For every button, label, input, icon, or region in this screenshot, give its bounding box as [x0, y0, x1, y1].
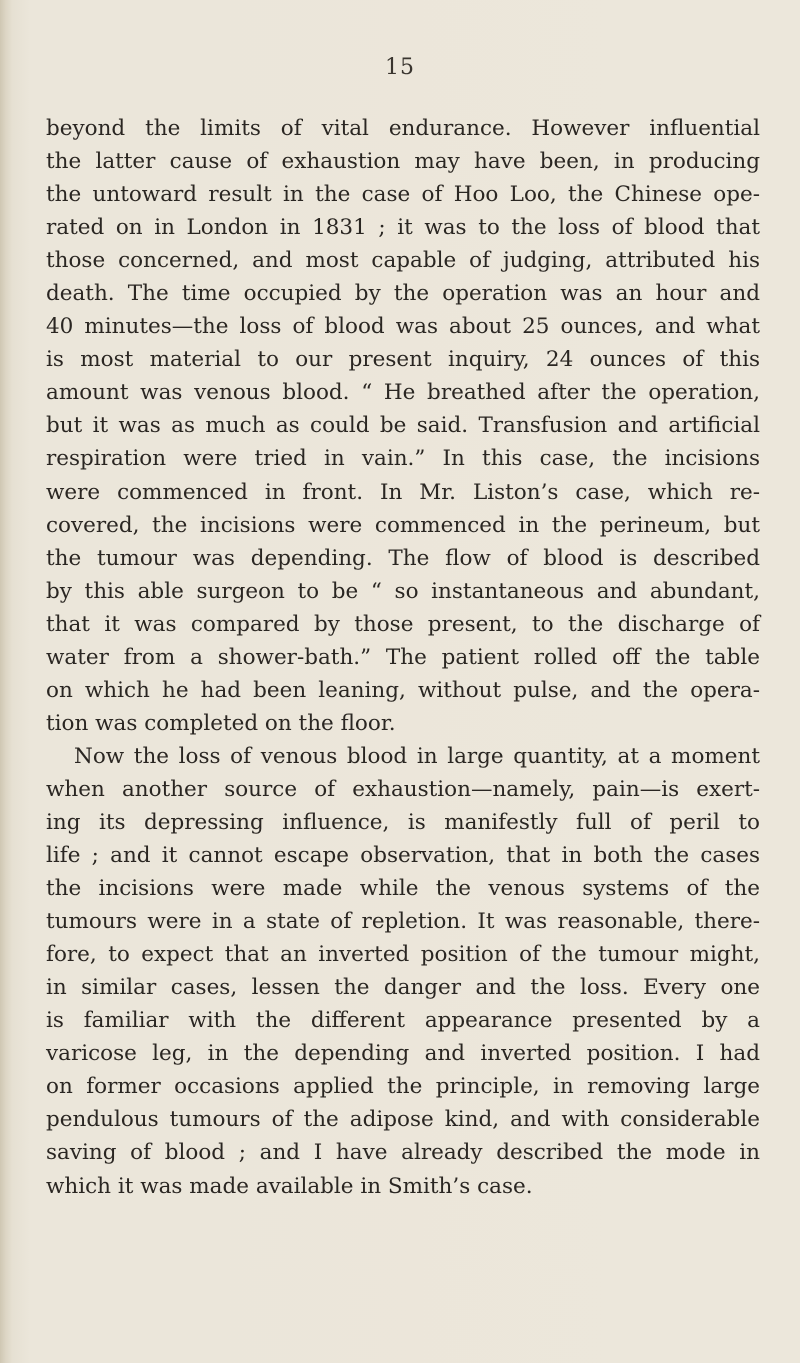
text-line: ing its depressing influence, is manifestly full of peril to: [46, 809, 760, 835]
text-line: tumours were in a state of repletion. It was reasonable, there-: [46, 909, 760, 935]
text-line: were commenced in front. In Mr. Liston’s case, which re-: [46, 479, 760, 505]
text-line: the incisions were made while the venous systems of the: [46, 876, 760, 902]
text-line: rated on in London in 1831 ; it was to the loss of blood that: [46, 215, 760, 241]
page-number: 15: [385, 55, 415, 80]
text-line: on which he had been leaning, without pulse, and the opera-: [46, 677, 760, 703]
text-line: water from a shower-bath.” The patient rolled off the table: [46, 644, 760, 670]
text-line: varicose leg, in the depending and inverted position. I had: [46, 1041, 760, 1067]
text-line: but it was as much as could be said. Transfusion and artificial: [46, 413, 760, 439]
text-line: is familiar with the different appearance presented by a: [46, 1008, 760, 1034]
text-line: that it was compared by those present, to the discharge of: [46, 611, 760, 637]
text-line: is most material to our present inquiry, 24 ounces of this: [46, 347, 760, 373]
text-line: beyond the limits of vital endurance. However influential: [46, 116, 760, 141]
text-line: fore, to expect that an inverted position of the tumour might,: [46, 942, 760, 968]
text-line: saving of blood ; and I have already described the mode in: [46, 1140, 760, 1166]
text-line-paragraph-end: which it was made available in Smith’s case.: [46, 1173, 533, 1199]
text-line-paragraph-start: Now the loss of venous blood in large quantity, at a moment: [74, 743, 760, 769]
text-line: in similar cases, lessen the danger and the loss. Every one: [46, 975, 760, 1001]
text-line-paragraph-end: tion was completed on the floor.: [46, 710, 396, 736]
page-binding-edge: [0, 0, 12, 1363]
text-line: the untoward result in the case of Hoo Loo, the Chinese ope-: [46, 182, 760, 208]
text-line: the latter cause of exhaustion may have been, in producing: [46, 149, 760, 175]
text-line: when another source of exhaustion—namely, pain—is exert-: [46, 776, 760, 802]
text-line: the tumour was depending. The flow of blood is described: [46, 545, 760, 571]
text-line: by this able surgeon to be “ so instantaneous and abundant,: [46, 578, 760, 604]
text-line: on former occasions applied the principle, in removing large: [46, 1074, 760, 1100]
text-line: those concerned, and most capable of judging, attributed his: [46, 248, 760, 274]
text-line: 40 minutes—the loss of blood was about 25 ounces, and what: [46, 314, 760, 340]
text-line: death. The time occupied by the operation was an hour and: [46, 281, 760, 307]
text-line: pendulous tumours of the adipose kind, and with considerable: [46, 1107, 760, 1133]
text-line: covered, the incisions were commenced in the perineum, but: [46, 512, 760, 538]
text-line: life ; and it cannot escape observation, that in both the cases: [46, 843, 760, 869]
text-line: respiration were tried in vain.” In this case, the incisions: [46, 446, 760, 472]
body-text: [46, 112, 760, 1203]
text-line: amount was venous blood. “ He breathed after the operation,: [46, 380, 760, 406]
